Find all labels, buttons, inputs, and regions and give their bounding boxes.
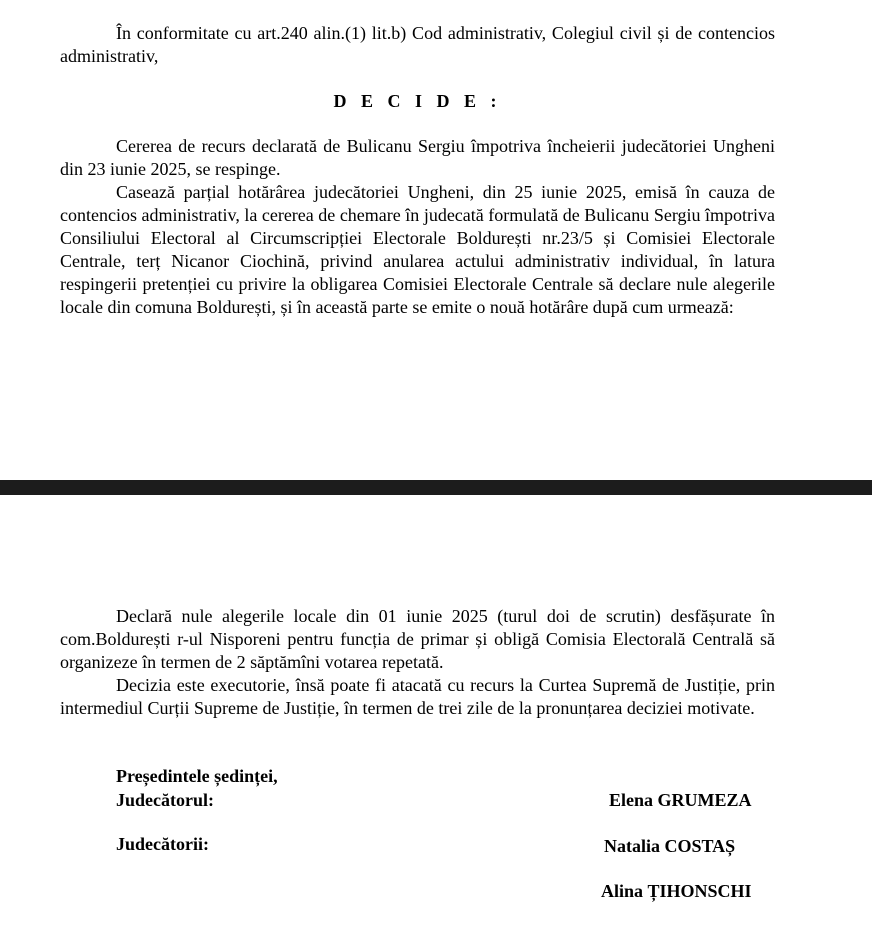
judge2-name: Natalia COSTAȘ: [604, 836, 736, 856]
intro-paragraph: În conformitate cu art.240 alin.(1) lit.b) Cod administrativ, Colegiul civil și de contencios administrativ,: [60, 23, 775, 66]
judge-label: Judecătorul:: [116, 790, 214, 810]
page-divider: [0, 480, 872, 495]
president-label: Președintele ședinței,: [116, 766, 278, 786]
annulment-paragraph: Casează parțial hotărârea judecătoriei Ungheni, din 25 iunie 2025, emisă în cauza de contencios administrativ, la cererea de chemare în judecată formulată de Bulicanu Sergiu împotriva Consiliului Electoral al Circumscripției Electorale Boldurești nr.23/5 și Comisiei Electorale Centrale, terț Nicanor Ciochină, privind anularea actului administrativ individual, în latura respingerii pretenției cu privire la obligarea Comisiei Electorale Centrale să declare nule alegerile locale din comuna Boldurești, și în această parte se emite o nouă hotărâre după cum urmează:: [60, 182, 775, 317]
judge3-name: Alina ȚIHONSCHI: [601, 881, 752, 901]
dismissal-paragraph: Cererea de recurs declarată de Bulicanu Sergiu împotriva încheierii judecătoriei Ungheni din 23 iunie 2025, se respinge.: [60, 136, 775, 179]
judge-name: Elena GRUMEZA: [609, 790, 752, 810]
judges-label: Judecătorii:: [116, 834, 209, 854]
ruling-paragraph: Declară nule alegerile locale din 01 iunie 2025 (turul doi de scrutin) desfășurate în com.Boldurești r-ul Nisporeni pentru funcția de primar și obligă Comisia Electorală Centrală să organizeze în termen de 2 săptămîni votarea repetată.: [60, 606, 775, 672]
appeal-paragraph: Decizia este executorie, însă poate fi atacată cu recurs la Curtea Supremă de Justiție, prin intermediul Curții Supreme de Justiție, în termen de trei zile de la pronunțarea deciziei motivate.: [60, 675, 775, 718]
decide-heading: D E C I D E :: [333, 91, 502, 111]
